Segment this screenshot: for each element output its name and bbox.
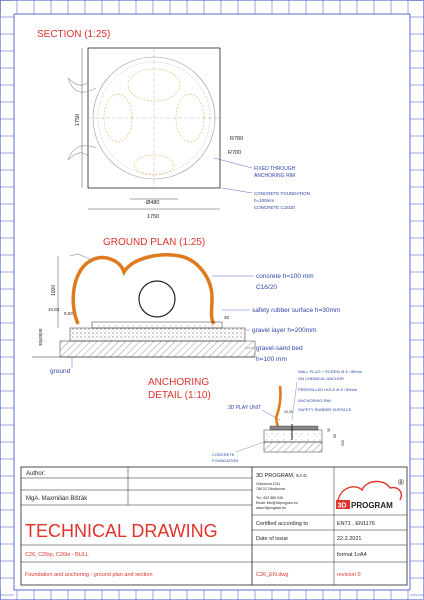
products: C26, C26tp, C26ts - BULL <box>25 552 89 558</box>
ground-label-sand-1: gravel-sand bed <box>256 345 303 352</box>
section-note-concrete-3: CONCRETE C16/20 <box>254 205 296 210</box>
drawing-title: TECHNICAL DRAWING <box>25 521 218 541</box>
certified-value: EN71 , EN1176 <box>337 521 375 527</box>
anchoring-concrete <box>264 430 322 442</box>
ground-dim-right: 30 <box>224 315 230 320</box>
ground-label-ground: ground <box>50 368 71 375</box>
company-addr-1: Chlumová 1011 <box>256 482 281 486</box>
anchoring-label-concrete-1: CONCRETE <box>212 452 235 457</box>
section-dim-diameter: Ø480 <box>146 200 160 206</box>
anchoring-label-plug-2: ON CHEMICAL ANCHOR <box>298 376 344 381</box>
section-note-concrete-1: CONCRETE FOUNDATION <box>254 191 310 196</box>
ground-plan-view <box>32 237 340 375</box>
sand-bed <box>60 341 255 357</box>
logo-text: PROGRAM <box>351 501 393 510</box>
date-label: Date of issue <box>256 536 289 542</box>
anchoring-label-plug-1: WALL PLUG + SCREW Ø 8 / 80mm <box>298 369 363 374</box>
revision: revision 0 <box>337 572 361 578</box>
ground-label-rubber: safety rubber surface h=30mm <box>252 307 341 314</box>
ground-dim-left-b: 0,03 <box>64 311 73 316</box>
anchoring-title-1: ANCHORING <box>148 377 210 388</box>
bull-profile <box>73 255 214 324</box>
section-view <box>37 29 310 220</box>
ground-dim-left-a: 10,83 <box>48 307 60 312</box>
section-note-concrete-2: h=100mm <box>254 198 275 203</box>
title-block <box>21 467 407 585</box>
format-value: format 1xA4 <box>337 552 367 558</box>
ground-dim-left-c: 30|40|00 <box>38 328 43 346</box>
rubber-surface <box>92 322 222 328</box>
anchoring-unit-profile <box>276 386 281 428</box>
anchoring-label-concrete-2: FOUNDATION <box>212 458 239 463</box>
section-note-fixed-1: FIXED THROUGH <box>254 166 296 172</box>
ground-label-concrete-1: concrete h=100 mm <box>256 273 314 280</box>
anchoring-dim-a: 10,00 <box>284 410 293 414</box>
section-radius-outer: R780 <box>230 136 244 142</box>
company-name: 3D PROGRAM, s.r.o. <box>256 473 308 479</box>
ground-label-sand-2: h=100 mm <box>256 356 287 363</box>
company-tel: Tel.: 602 580 045 <box>256 496 283 500</box>
anchoring-dim-c: 85 <box>333 434 337 438</box>
anchoring-dim-b: 30 <box>327 428 331 432</box>
description: Foundation and anchoring - ground plan and section <box>25 572 153 578</box>
section-title: SECTION (1:25) <box>37 29 111 40</box>
section-note-fixed-2: ANCHORING RIM <box>254 173 296 179</box>
author-name: MgA. Maxmilián Blšťák <box>26 496 88 502</box>
registered-mark: ® <box>398 478 404 487</box>
logo-prefix: 3D <box>337 502 347 510</box>
ground-label-gravel: gravel layer h=200mm <box>252 327 317 334</box>
anchoring-label-unit: 3D PLAY UNIT <box>228 405 262 411</box>
ground-label-concrete-2: C16/20 <box>256 284 277 291</box>
anchoring-detail-view <box>148 369 363 463</box>
anchoring-label-rim: ANCHORING RIM <box>298 398 331 403</box>
anchoring-label-hole: PREDRILLED HOLE Ø 8 / 60mm <box>298 387 358 392</box>
anchoring-title-2: DETAIL (1:10) <box>148 390 211 401</box>
section-radius-inner: R700 <box>228 150 242 156</box>
bull-hole <box>139 281 175 317</box>
ground-plan-title: GROUND PLAN (1:25) <box>103 237 206 248</box>
company-addr-2: 768 02 Zlínokovice <box>256 487 286 491</box>
anchoring-rim <box>270 426 318 430</box>
date-value: 22.2.2021 <box>337 536 362 542</box>
section-dim-width: 1750 <box>147 214 160 220</box>
anchoring-label-rubber: SAFETY RUBBER SURFACE <box>298 407 352 412</box>
ground-dim-height: 1000 <box>51 284 57 296</box>
section-dim-height: 1750 <box>75 113 81 126</box>
anchoring-dim-d: 200 <box>341 440 345 446</box>
company-email: Email: info@3dprogram.eu <box>256 501 298 505</box>
file-name: C26_EN.dwg <box>256 572 289 578</box>
company-web: www.3dprogram.eu <box>256 506 287 510</box>
author-label: Author: <box>26 471 46 477</box>
gravel-layer <box>70 328 245 341</box>
certified-label: Certified according to <box>256 521 308 527</box>
